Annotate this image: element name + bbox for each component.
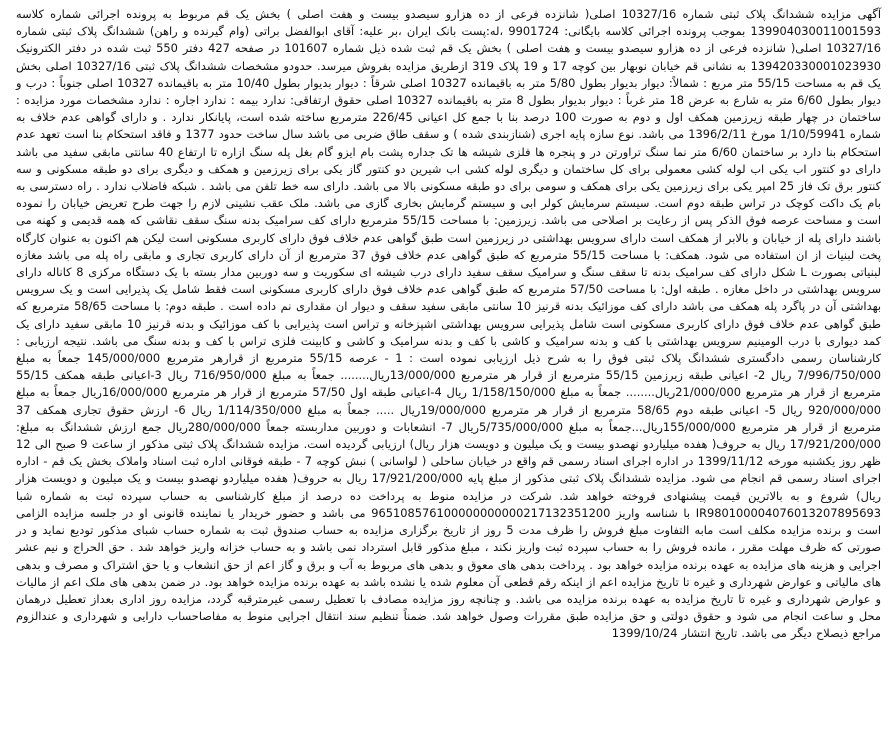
- auction-notice-text: آگهی مزایده ششدانگ پلاک ثبتی شماره 10327/16 اصلی( شانزده فرعی از ده هزارو سیصدو بیست و هفت اصلی ) بخش یک قم مربوط به پرونده اجرائی شماره کلاسه 139904030011001593 بموجب پرونده اجرائی کلاسه بایگانی: 9901724 ،له:پست بانک ایران ،بر علیه: آقای ابوالفضل براتی (وام گیرنده و راهن) ششدانگ پلاک ثبتی شماره 10327/16 اصلی( شانزده فرعی از ده هزارو سیصدو بیست و هفت اصلی ) بخش یک قم ثبت شده ذیل شماره 101607 در صفحه 427 دفتر 550 ثبت شده در دفتر الکترونیک 139420330001023930 به نشانی قم خیابان نوبهار بین کوچه 17 و 19 پلاک 319 ازطریق مزایده بفروش میرسد. حدودو مشخصات ششدانگ پلاک ثبتی 10327/16 اصلی بخش یک قم به مساحت 55/15 متر مربع : شمالاً: دیوار بدیوار بطول 5/80 متر به باقیمانده 10327 اصلی شرقاً : دیوار بدیوار بطول 10/40 متر به باقیمانده 10327 اصلی جنوباً : درب و دیوار بطول 6/60 متر به شارع به عرض 18 متر غرباً : دیوار بدیوار بطول 8 متر به باقیمانده 10327 اصلی حقوق ارتفاقی: ندارد بیمه : ندارد اجاره : ندارد مشخصات مورد مزایده : ساختمان در چهار طبقه زیرزمین همکف اول و دوم به صورت 100 درصد بنا با جمع کل اعیانی 226/45 مترمربع ساخته شده است، پایانکار ندارد . و دارای گواهی عدم خلاف به شماره 1/10/59941 مورخ 1396/2/11 می باشد. نوع سازه پایه اجری (شنازبندی شده ) و سقف طاق ضربی می باشد سال ساخت حدود 1377 و فاقد استحکام بنا است تعهد عدم استحکام بنا دارد بر ساختمان 6/60 متر نما سنگ تراورتن در و پنجره ها فلزی شیشه ها تک جداره پشت بام ایزو گام بغل پله سنگ ازاره تا ارتفاع 40 سانتی مابقی سفید می باشد دارای دو کنتور اب یکی اب لوله کشی معمولی برای کل ساختمان و دیگری لوله کشی اب شیرین دو کنتور گاز یکی برای زیرزمین و همکف و دیگری برای دو طبقه مسکونی و سه کنتور برق تک فاز 25 امپر یکی برای زیرزمین یکی برای همکف و سومی برای دو طبقه مسکونی بالا می باشد. دارای سه خط تلفن می باشد . شبکه فاضلاب ندارد . راه دسترسی به بام یک داکت کوچک در تراس طبقه دوم است. سیستم سرمایش کولر ابی و سیستم گرمایش بخاری گازی می باشد. ملک عقب نشینی لازم را جهت طرح تعریض خیابان را نموده است و مساحت عرصه فوق الذکر پس از رعایت بر اصلاحی می باشد. زیرزمین: با مساحت 55/15 مترمربع دارای کف سرامیک بدنه سنگ سقف نقاشی که همه قدیمی و کهنه می باشند دارای پله از خیابان و بالابر از همکف است دارای سرویس بهداشتی در زیرزمین است طبق گواهی عدم خلاف فوق دارای کاربری مسکونی است لیکن هم اکنون به عنوان کارگاه پخت لبنیات از ان استفاده می شود. همکف: با مساحت 55/15 مترمربع که طبق گواهی عدم خلاف فوق 37 مترمربع از آن دارای کاربری تجاری و مابقی راه پله می باشد مغازه لبنیاتی بصورت L شکل دارای کف سرامیک بدنه تا سقف سنگ و سرامیک سقف سفید دارای درب شیشه ای سکوریت و سه دوربین مدار بسته با یک دستگاه مرکزی 8 کاناله دارای سرویس بهداشتی در داخل مغازه . طبقه اول: با مساحت 57/50 مترمربع که طبق گواهی عدم خلاف فوق دارای کاربری مسکونی است فقط شامل یک پذیرایی است و یک سرویس بهداشتی آن در پاگرد پله همکف می باشد دارای کف موزائیک بدنه قرنیز 10 سانتی مابقی سفید سقف و دیوار ان مقداری نم داده است . طبقه دوم: با مساحت 58/65 مترمربع که طبق گواهی عدم خلاف فوق دارای کاربری مسکونی است شامل پذیرایی سرویس بهداشتی اشپزخانه و تراس است پذیرایی با کف موزائیک و بدنه قرنیز 10 مابقی سفید دارای یک کمد دیواری با درب الومینیم سرویس بهداشتی با کف و بدنه سرامیک و کاشی با کف و بدنه سرامیک و کاشی و کابینت فلزی تراس با کف و بدنه سنگ می باشد. نتیجه ارزیابی : کارشناسان رسمی دادگستری ششدانگ پلاک ثبتی فوق را به شرح ذیل ارزیابی نموده است : 1 - عرصه 55/15 مترمربع از قرارهر مترمربع 145/000/000 جمعاً به مبلغ 7/996/750/000 ریال 2- اعیانی طبقه زیرزمین 55/15 مترمربع از قرار هر مترمربع 13/000/000ریال........ جمعاً به مبلغ 716/950/000 ریال 3-اعیانی طبقه همکف 55/15 مترمربع از قرار هر مترمربع 21/000/000ریال........ جمعاً به مبلغ 1/158/150/000 ریال 4-اعیانی طبقه اول 57/50 مترمربع از قرار هر مترمربع 16/000/000ریال جمعاً به مبلغ 920/000/000 ریال 5- اعیانی طبقه دوم 58/65 مترمربع از قرار هر مترمربع 19/000/000ریال ..... جمعاً به مبلغ 1/114/350/000 ریال 6- ارزش حقوق تجاری همکف 37 مترمربع از قرار هر مترمربع 155/000/000ریال...جمعاً به مبلغ 5/735/000/000ریال 7- انشعابات و دوربین مداربسته جمعاً 280/000/000ریال جمع ارزش ششدانگ به مبلغ: 17/921/200/000 ریال به حروف( هفده میلیاردو نهصدو بیست و یک میلیون و دویست هزار ریال) ارزیابی گردیده است. مزایده ششدانگ پلاک ثبتی مذکور از ساعت 9 صبح الی 12 ظهر روز یکشنبه مورخه 1399/11/12 در اداره اجرای اسناد رسمی قم واقع در خیابان ساحلی ( لواسانی ) نبش کوچه 7 - طبقه فوقانی اداره ثبت اسناد واملاک بخش یک قم - اداره اجرای اسناد رسمی قم انجام می شود. مزایده ششدانگ پلاک ثبتی مذکور از مبلغ پایه 17/921/200/000 ریال به حروف( هفده میلیاردو نهصدو بیست و یک میلیون و دویست هزار ریال) شروع و به بالاترین قیمت پیشنهادی فروخته خواهد شد. شرکت در مزایده منوط به پرداخت ده درصد از مبلغ کارشناسی به حساب سپرده ثبت به شماره شبا IR980100004076013207895693 با شناسه واریز 965108576100000000000217132351200 می باشد و حضور خریدار یا نماینده قانونی او در جلسه مزایده الزامی است و برنده مزایده مکلف است مابه التفاوت مبلغ فروش را ظرف مدت 5 روز از تاریخ برگزاری مزایده به حساب صندوق ثبت به شماره حساب شبای مذکور تودیع نماید و در صورتی که ظرف مهلت مقرر ، مانده فروش را به حساب سپرده ثبت واریز نکند ، مبلغ مذکور قابل استرداد نمی باشد و به حساب خزانه واریز خواهد شد . حق الحراج و نیم عشر اجرایی و هزینه های مزایده به عهده برنده مزایده خواهد بود . پرداخت بدهی های معوق و بدهی های مربوط به آب و برق و گاز اعم از حق انشعاب و یا حق اشتراک و مصرف و بدهی های مالیاتی و عوارض شهرداری و غیره تا تاریخ مزایده اعم از اینکه رقم قطعی آن معلوم شده یا نشده باشد به عهده برنده مزایده خواهد بود. در ضمن بدهی های ملک اعم از مالیات و عوارض شهرداری و غیره تا تاریخ مزایده به عهده برنده مزایده می باشد. و چنانچه روز مزایده مصادف با تعطیل رسمی غیرمترقبه گردد، مزایده روز اداری بعداز تعطیل درهمان محل و ساعت انجام می شود و حقوق دولتی و حق مزایده طبق مقررات وصول خواهد شد. ضمناً تنظیم سند انتقال اجرایی منوط به مفاصاحساب دارایی و شهرداری و عندالزوم مراجع ذیصلاح دیگر می باشد. تاریخ انتشار 1399/10/24: [16, 7, 882, 641]
